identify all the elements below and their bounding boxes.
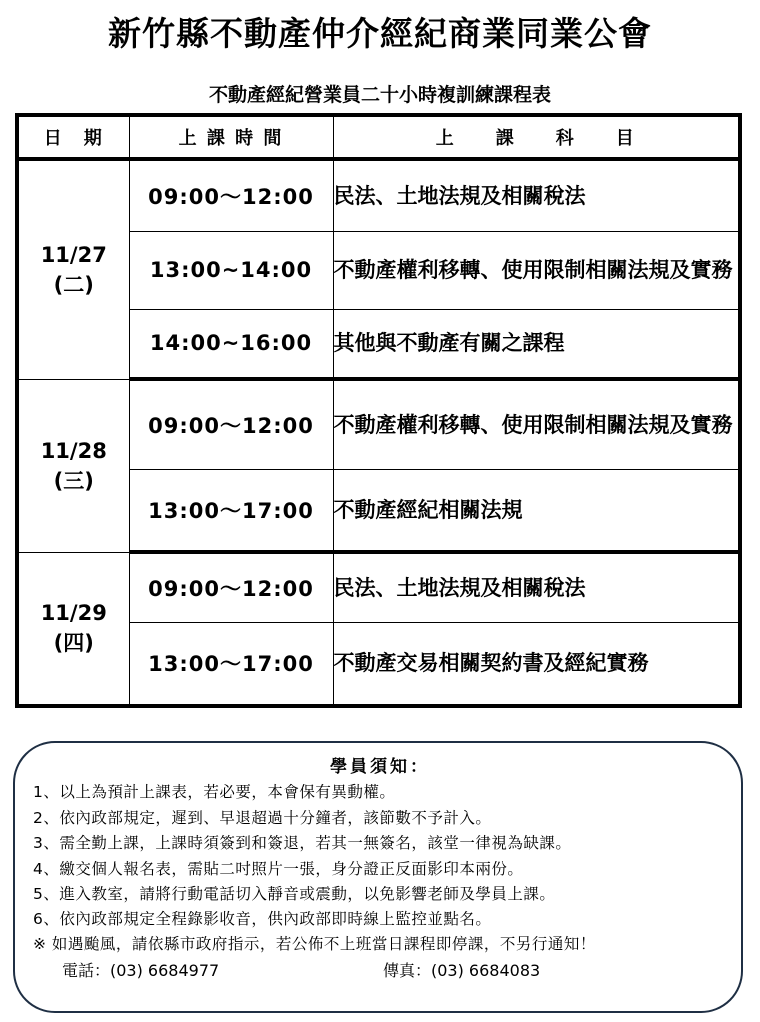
session-time: 09:00～12:00 [129,379,333,469]
table-row [17,552,740,622]
header-time: 上 課 時 間 [129,115,333,159]
session-subject: 不動產權利移轉、使用限制相關法規及實務 [333,379,740,469]
notice-rule: 3、需全勤上課，上課時須簽到和簽退，若其一無簽名，該堂一律視為缺課。 [33,834,572,852]
session-time: 13:00~14:00 [129,231,333,309]
header-subject: 上 課 科 目 [333,115,740,159]
day-weekday: (三) [53,468,94,493]
session-subject: 不動產交易相關契約書及經紀實務 [333,622,740,706]
day-cell [17,159,129,379]
day-cell [17,379,129,552]
notice-rule: 6、依內政部規定全程錄影收音，供內政部即時線上監控並點名。 [33,910,492,928]
table-header-row [17,115,740,159]
table-row [17,159,740,231]
notice-rule: ※ 如遇颱風，請依縣市政府指示，若公佈不上班當日課程即停課，不另行通知！ [33,935,596,953]
page-subtitle: 不動產經紀營業員二十小時複訓練課程表 [208,84,551,106]
session-time: 13:00～17:00 [129,469,333,552]
session-time: 09:00～12:00 [129,552,333,622]
contact-fax: 傳真：(03) 6684083 [383,961,541,980]
notice-title: 學員須知： [330,757,430,777]
page-title: 新竹縣不動產仲介經紀商業同業公會 [108,14,652,53]
session-subject: 民法、土地法規及相關稅法 [333,552,740,622]
session-subject: 不動產經紀相關法規 [333,469,740,552]
session-time: 13:00～17:00 [129,622,333,706]
day-weekday: (二) [53,272,94,297]
session-subject: 不動產權利移轉、使用限制相關法規及實務 [333,231,740,309]
notice-rule: 1、以上為預計上課表，若必要，本會保有異動權。 [33,783,396,801]
table-row [17,379,740,469]
header-date: 日 期 [17,115,129,159]
notice-rule: 5、進入教室，請將行動電話切入靜音或震動，以免影響老師及學員上課。 [33,885,556,903]
day-date: 11/28 [40,438,107,463]
day-date: 11/29 [40,601,107,626]
schedule-table [15,113,742,708]
session-time: 14:00~16:00 [129,309,333,379]
day-weekday: (四) [53,631,94,656]
session-subject: 其他與不動產有關之課程 [333,309,740,379]
day-cell [17,552,129,706]
day-date: 11/27 [40,242,107,267]
session-subject: 民法、土地法規及相關稅法 [333,159,740,231]
notice-rule: 4、繳交個人報名表，需貼二吋照片一張，身分證正反面影印本兩份。 [33,860,524,878]
session-time: 09:00～12:00 [129,159,333,231]
contact-phone: 電話：(03) 6684977 [62,961,220,980]
notice-rule: 2、依內政部規定，遲到、早退超過十分鐘者，該節數不予計入。 [33,809,492,827]
